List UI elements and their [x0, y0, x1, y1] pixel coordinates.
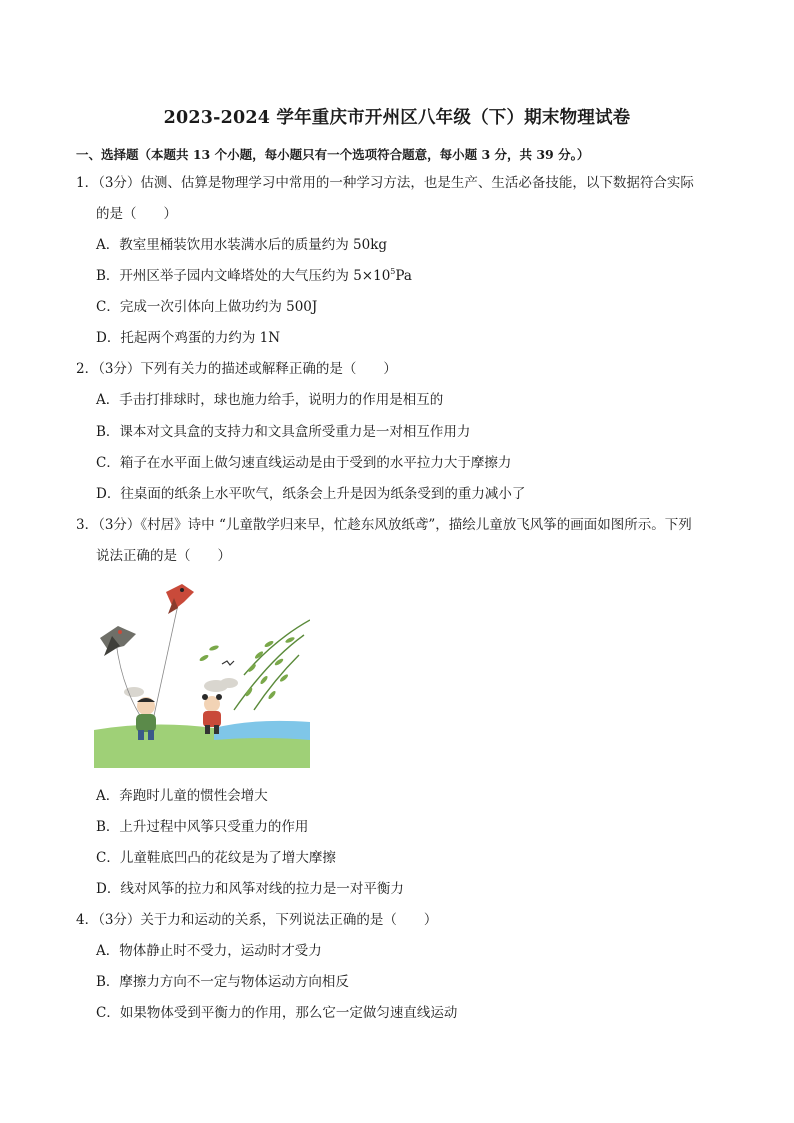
q3-option-a: A．奔跑时儿童的惯性会增大 — [96, 788, 268, 804]
q3-option-d: D．线对风筝的拉力和风筝对线的拉力是一对平衡力 — [96, 881, 404, 897]
q3-option-b: B．上升过程中风筝只受重力的作用 — [96, 819, 309, 835]
red-kite — [166, 584, 194, 614]
q1-stem-line1: 1．（3分）估测、估算是物理学习中常用的一种学习方法，也是生产、生活必备技能，以下数据符合实际 — [76, 175, 694, 191]
q2-option-a: A．手击打排球时，球也施力给手，说明力的作用是相互的 — [96, 392, 444, 408]
q1-option-b — [96, 267, 412, 284]
page-title: 2023-2024 学年重庆市开州区八年级（下）期末物理试卷 — [163, 108, 631, 128]
q4-stem: 4．（3分）关于力和运动的关系，下列说法正确的是（ ） — [76, 912, 438, 928]
q1-option-b-unit: Pa — [395, 268, 412, 284]
q1-option-d: D．托起两个鸡蛋的力约为 1N — [96, 330, 281, 346]
q3-stem-line1: 3．（3分）《村居》诗中 “儿童散学归来早，忙趁东风放纸鸢”，描绘儿童放飞风筝的画面如图所示。下列 — [76, 517, 692, 533]
gray-kite — [100, 626, 136, 656]
q2-option-b: B．课本对文具盒的支持力和文具盒所受重力是一对相互作用力 — [96, 424, 471, 440]
q4-option-a: A．物体静止时不受力，运动时才受力 — [96, 943, 322, 959]
section-heading: 一、选择题（本题共 13 个小题，每小题只有一个选项符合题意，每小题 3 分，共 39 分。） — [76, 147, 590, 162]
q2-stem: 2．（3分）下列有关力的描述或解释正确的是（ ） — [76, 361, 397, 377]
kite-illustration-svg — [94, 580, 310, 768]
bird-icon — [222, 661, 234, 665]
clouds — [124, 678, 238, 697]
q4-option-b: B．摩擦力方向不一定与物体运动方向相反 — [96, 974, 349, 990]
q4-option-c: C．如果物体受到平衡力的作用，那么它一定做匀速直线运动 — [96, 1005, 458, 1021]
water — [214, 721, 310, 740]
kite-flying-illustration — [94, 580, 310, 768]
q3-stem-line2: 说法正确的是（ ） — [96, 548, 231, 564]
q2-option-c: C．箱子在水平面上做匀速直线运动是由于受到的水平拉力大于摩擦力 — [96, 455, 512, 471]
q1-option-a: A．教室里桶装饮用水装满水后的质量约为 50kg — [96, 237, 388, 253]
q1-option-c: C．完成一次引体向上做功约为 500J — [96, 299, 318, 315]
q1-stem-line2: 的是（ ） — [96, 206, 177, 222]
q2-option-d: D．往桌面的纸条上水平吹气，纸条会上升是因为纸条受到的重力减小了 — [96, 486, 526, 502]
q1-option-b-exponent: 5 — [390, 267, 396, 276]
q1-option-b-text: B．开州区举子园内文峰塔处的大气压约为 5×10 — [96, 268, 391, 284]
q3-option-c: C．儿童鞋底凹凸的花纹是为了增大摩擦 — [96, 850, 336, 866]
kite-string-right — [152, 600, 179, 725]
